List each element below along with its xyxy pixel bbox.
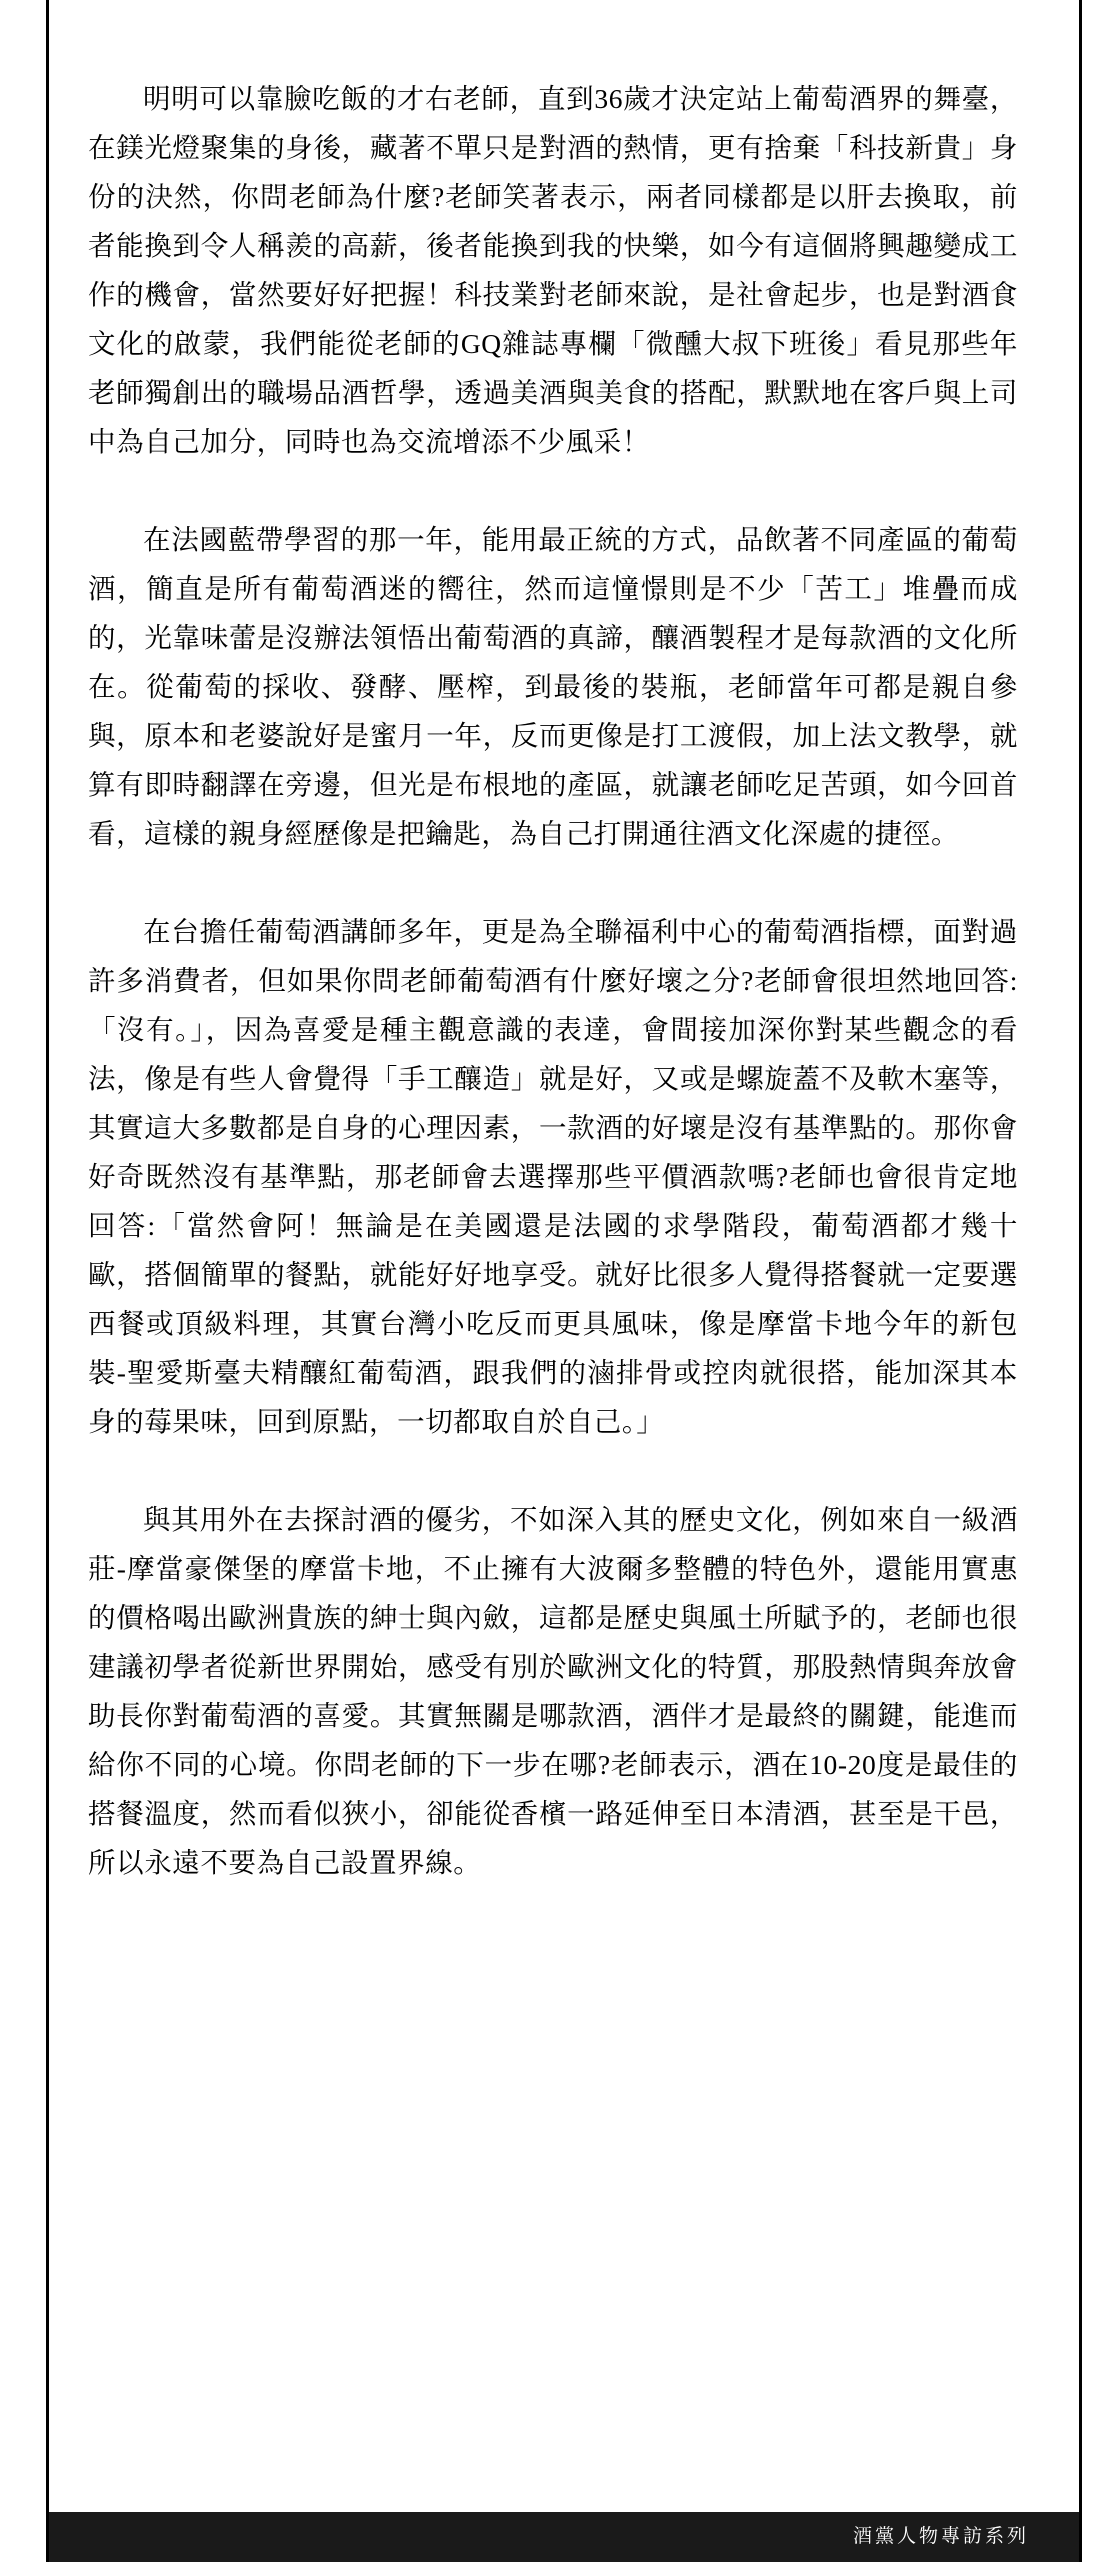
footer-series-label: 酒黨人物專訪系列	[852, 2526, 1029, 2547]
paragraph: 在法國藍帶學習的那一年，能用最正統的方式，品飲著不同產區的葡萄酒，簡直是所有葡萄酒迷的嚮往，然而這憧憬則是不少「苦工」堆疊而成的，光靠味蕾是沒辦法領悟出葡萄酒的真諦，釀酒製程才是每款酒的文化所在。從葡萄的採收、發酵、壓榨，到最後的裝瓶，老師當年可都是親自參與，原本和老婆說好是蜜月一年，反而更像是打工渡假，加上法文教學，就算有即時翻譯在旁邊，但光是布根地的產區，就讓老師吃足苦頭，如今回首看，這樣的親身經歷像是把鑰匙，為自己打開通往酒文化深處的捷徑。	[88, 524, 1018, 849]
paragraph: 明明可以靠臉吃飯的才右老師，直到36歲才決定站上葡萄酒界的舞臺，在鎂光燈聚集的身後，藏著不單只是對酒的熱情，更有捨棄「科技新貴」身份的決然，你問老師為什麼?老師笑著表示，兩者同樣都是以肝去換取，前者能換到令人稱羨的高薪，後者能換到我的快樂，如今有這個將興趣變成工作的機會，當然要好好把握！科技業對老師來說，是社會起步，也是對酒食文化的啟蒙，我們能從老師的GQ雜誌專欄「微醺大叔下班後」看見那些年老師獨創出的職場品酒哲學，透過美酒與美食的搭配，默默地在客戶與上司中為自己加分，同時也為交流增添不少風采！	[88, 83, 1018, 457]
footer-bar	[49, 2512, 1079, 2562]
right-margin-rule	[1079, 0, 1082, 2562]
paragraph: 與其用外在去探討酒的優劣，不如深入其的歷史文化，例如來自一級酒莊-摩當豪傑堡的摩當卡地，不止擁有大波爾多整體的特色外，還能用實惠的價格喝出歐洲貴族的紳士與內斂，這都是歷史與風土所賦予的，老師也很建議初學者從新世界開始，感受有別於歐洲文化的特質，那股熱情與奔放會助長你對葡萄酒的喜愛。其實無關是哪款酒，酒伴才是最終的關鍵，能進而給你不同的心境。你問老師的下一步在哪?老師表示，酒在10-20度是最佳的搭餐溫度，然而看似狹小，卻能從香檳一路延伸至日本清酒，甚至是干邑，所以永遠不要為自己設置界線。	[88, 1504, 1018, 1878]
left-margin-rule	[46, 0, 49, 2562]
paragraph: 在台擔任葡萄酒講師多年，更是為全聯福利中心的葡萄酒指標，面對過許多消費者，但如果你問老師葡萄酒有什麼好壞之分?老師會很坦然地回答:「沒有。」，因為喜愛是種主觀意識的表達，會間接加深你對某些觀念的看法，像是有些人會覺得「手工釀造」就是好，又或是螺旋蓋不及軟木塞等，其實這大多數都是自身的心理因素，一款酒的好壞是沒有基準點的。那你會好奇既然沒有基準點，那老師會去選擇那些平價酒款嗎?老師也會很肯定地回答:「當然會阿！無論是在美國還是法國的求學階段，葡萄酒都才幾十歐，搭個簡單的餐點，就能好好地享受。就好比很多人覺得搭餐就一定要選西餐或頂級料理，其實台灣小吃反而更具風味，像是摩當卡地今年的新包裝-聖愛斯臺夫精釀紅葡萄酒，跟我們的滷排骨或控肉就很搭，能加深其本身的莓果味，回到原點，一切都取自於自己。」	[88, 916, 1018, 1437]
article-body	[88, 74, 1018, 1887]
